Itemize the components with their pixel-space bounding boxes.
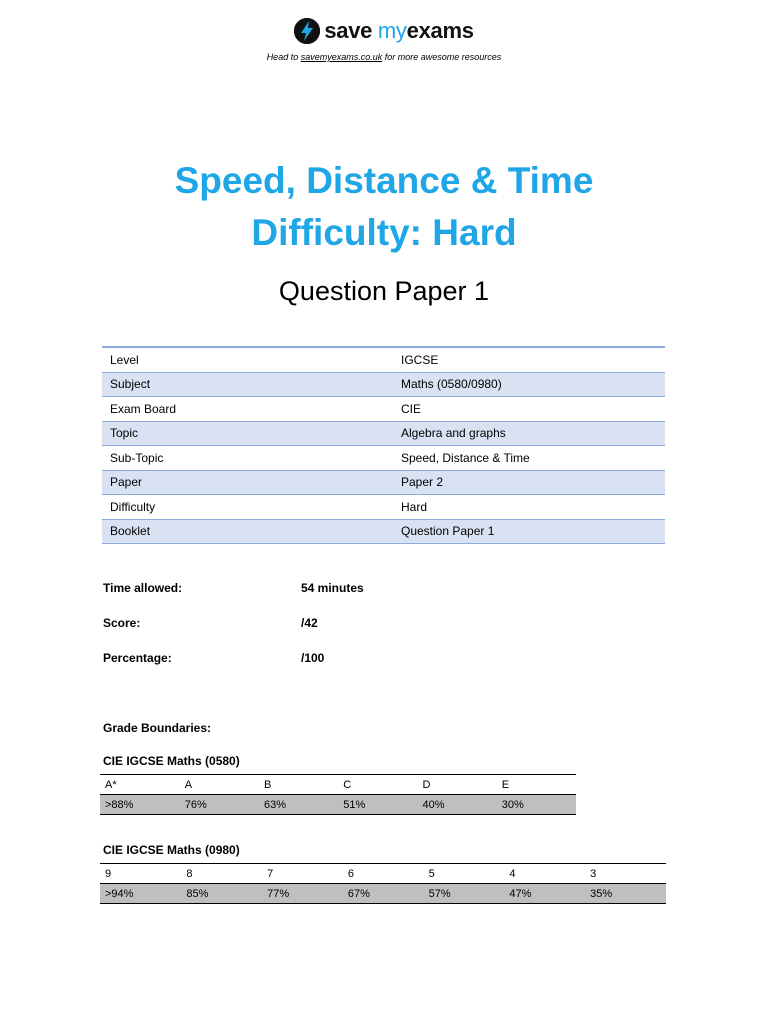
- logo-header: [0, 18, 768, 62]
- tagline-prefix: Head to: [266, 52, 301, 62]
- grade-cell: 5: [424, 864, 505, 884]
- info-row-topic: [102, 421, 665, 446]
- info-label: Difficulty: [102, 495, 393, 520]
- grade-cell: 7: [262, 864, 343, 884]
- info-row-booklet: [102, 519, 665, 544]
- info-label: Subject: [102, 372, 393, 397]
- table-0980-heading: CIE IGCSE Maths (0980): [103, 843, 240, 857]
- boundary-cell: 51%: [338, 795, 417, 815]
- score-value: /42: [301, 616, 318, 630]
- grade-cell: 6: [343, 864, 424, 884]
- paper-title: Question Paper 1: [278, 276, 490, 306]
- time-allowed: [103, 581, 364, 595]
- brand-name: [324, 18, 473, 44]
- info-row-paper: [102, 470, 665, 495]
- info-value: IGCSE: [393, 347, 665, 372]
- info-label: Sub-Topic: [102, 446, 393, 471]
- info-value: CIE: [393, 397, 665, 422]
- info-row-subject: [102, 372, 665, 397]
- title-difficulty: Difficulty: Hard: [251, 212, 517, 253]
- boundary-cell: 63%: [259, 795, 338, 815]
- boundary-cell: 67%: [343, 884, 424, 904]
- info-label: Booklet: [102, 519, 393, 544]
- info-row-exam-board: [102, 397, 665, 422]
- info-label: Topic: [102, 421, 393, 446]
- score-label: Score:: [103, 616, 141, 630]
- boundary-cell: 30%: [497, 795, 576, 815]
- brand-part-exams: exams: [406, 18, 474, 43]
- time-label: Time allowed:: [103, 581, 183, 595]
- tagline: [0, 52, 768, 62]
- boundary-cell: 40%: [417, 795, 496, 815]
- tagline-suffix: for more awesome resources: [382, 52, 502, 62]
- table-0580-heading: CIE IGCSE Maths (0580): [103, 754, 240, 768]
- percentage-value: /100: [301, 651, 325, 665]
- info-row-difficulty: [102, 495, 665, 520]
- info-value: Hard: [393, 495, 665, 520]
- brand-part-save: save: [324, 18, 373, 43]
- percentage-label: Percentage:: [103, 651, 172, 665]
- boundary-cell: 35%: [585, 884, 666, 904]
- grade-cell: 4: [504, 864, 585, 884]
- boundary-row: [100, 795, 576, 815]
- info-label: Paper: [102, 470, 393, 495]
- boundary-cell: >94%: [100, 884, 181, 904]
- grade-cell: A*: [100, 775, 180, 795]
- info-table: [102, 346, 665, 544]
- boundary-cell: 76%: [180, 795, 259, 815]
- grade-row: [100, 864, 666, 884]
- boundary-cell: 77%: [262, 884, 343, 904]
- grade-table-0980: [100, 863, 666, 904]
- grade-cell: E: [497, 775, 576, 795]
- grade-table-0580: [100, 774, 576, 815]
- grade-cell: B: [259, 775, 338, 795]
- title-topic: Speed, Distance & Time: [174, 160, 594, 201]
- info-value: Question Paper 1: [393, 519, 665, 544]
- info-value: Speed, Distance & Time: [393, 446, 665, 471]
- grade-cell: 9: [100, 864, 181, 884]
- info-row-level: [102, 347, 665, 372]
- boundary-cell: 47%: [504, 884, 585, 904]
- brand-logo: [294, 18, 473, 44]
- grade-row: [100, 775, 576, 795]
- score: [103, 616, 318, 630]
- grade-boundaries-heading: Grade Boundaries:: [103, 721, 212, 735]
- info-row-sub-topic: [102, 446, 665, 471]
- info-label: Exam Board: [102, 397, 393, 422]
- website-link[interactable]: savemyexams.co.uk: [300, 52, 383, 62]
- grade-cell: 3: [585, 864, 666, 884]
- info-value: Maths (0580/0980): [393, 372, 665, 397]
- boundary-cell: 57%: [424, 884, 505, 904]
- grade-cell: 8: [181, 864, 262, 884]
- boundary-cell: >88%: [100, 795, 180, 815]
- lightning-bolt-icon: [294, 18, 320, 44]
- percentage: [103, 651, 325, 665]
- grade-cell: A: [180, 775, 259, 795]
- grade-cell: C: [338, 775, 417, 795]
- boundary-cell: 85%: [181, 884, 262, 904]
- info-value: Paper 2: [393, 470, 665, 495]
- brand-part-my: my: [377, 18, 407, 43]
- boundary-row: [100, 884, 666, 904]
- grade-cell: D: [417, 775, 496, 795]
- info-value: Algebra and graphs: [393, 421, 665, 446]
- time-value: 54 minutes: [301, 581, 364, 595]
- info-label: Level: [102, 347, 393, 372]
